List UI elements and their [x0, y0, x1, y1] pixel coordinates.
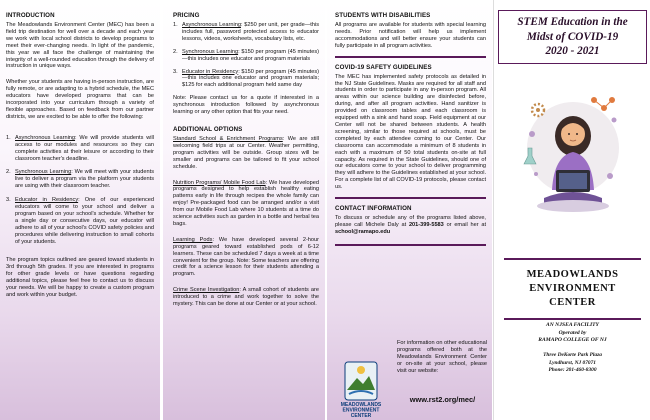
email-link[interactable]: school@ramapo.edu	[335, 228, 391, 235]
heading-pricing: PRICING	[173, 12, 200, 19]
disabilities-paragraph: All programs are available for students with special learning needs. Prior notification will help us implement accommodations and will better ensure your students can fully participate in all program activities.	[335, 22, 486, 49]
logo-line-2: ENVIRONMENT	[342, 407, 380, 414]
heading-covid-guidelines: COVID-19 SAFETY GUIDELINES	[335, 63, 432, 71]
heading-disabilities: STUDENTS WITH DISABILITIES	[335, 12, 431, 19]
learning-options-list	[6, 135, 154, 246]
heading-contact: CONTACT INFORMATION	[335, 205, 412, 213]
website-paragraph: For information on other educational programs offered both at the Meadowlands Environment Center or on-site at your school, please visit our website:	[397, 340, 487, 374]
cover-divider	[504, 318, 641, 320]
student-illustration	[516, 86, 630, 220]
logo-line-1: MEADOWLANDS	[340, 402, 382, 408]
option-paragraph: Learning Pods: We have developed several 2-hour programs geared toward established pods of 6-12 learners. These can be scheduled 7 days a week at a time convenient for the group. Note: Some teachers are offering credit for a science lesson for their students attending a program.	[173, 236, 319, 278]
pricing-list	[173, 22, 319, 89]
panel-cover	[493, 0, 650, 420]
section-divider	[335, 244, 486, 246]
operator-info: AN NJSEA FACILITY Operated by RAMAPO COLLEGE OF NJ	[538, 322, 607, 344]
address-block: Three DeKorte Park Plaza Lyndhurst, NJ 07071 Phone: 201-460-8300	[543, 352, 602, 374]
intro-paragraph-3: The program topics outlined are geared toward students in 3rd through 5th grades. If you are interested in programs for other grade levels or have questions regarding additional topics, please feel free to contact us to discuss your needs. We will be happy to create a custom program and work within your budget.	[6, 257, 154, 298]
org-name: MEADOWLANDS ENVIRONMENT CENTER	[526, 269, 619, 308]
pricing-note: Note: Please contact us for a quote if interested in a synchronous introduction followed by asynchronous learning or any other option that fits your need.	[173, 95, 319, 116]
intro-paragraph-1: The Meadowlands Environment Center (MEC) has been a field trip destination for well over a decade and each year we work with local school districts to develop programs to meet their ever-changing needs. In light of the pandemic, this year we all face the challenge of maintaining the integrity of a well-rounded education through the delivery of instruction in unique ways.	[6, 22, 154, 70]
option-paragraph: Nutrition Programs/ Mobile Food Lab: We have developed programs designed to help establish healthy eating patterns early in life through recipes the whole family can enjoy! Pre-packaged food can be arranged and/or a visit from our Mobile Food Lab where 10 students at a time do science activities such as garden in a bottle and herbal tea bags.	[173, 179, 319, 227]
mec-logo	[337, 360, 385, 418]
option-paragraph: Standard School & Enrichment Programs: We are still welcoming field trips at our Center. Weather permitting, program activities will be outside. Group sizes will be smaller and programs can be tailored to fit your school schedule.	[173, 135, 320, 170]
list-item: 2. Synchronous Learning: $150 per program (45 minutes)—this includes one educator and program materials	[173, 48, 319, 62]
list-item: 3. Educator in Residency: $150 per program (45 minutes)—this includes one educator and program materials; $125 for each additional program held same day	[173, 68, 319, 89]
intro-paragraph-2: Whether your students are having in-person instruction, are fully remote, or are adapting to a hybrid schedule, the MEC educators have developed programs that can be incorporated into your curriculum through a variety of flexible approaches. Based on feedback from our partner districts, we are excited to be able to offer the following:	[6, 79, 154, 120]
cover-title: STEM Education in the Midst of COVID-19	[517, 16, 628, 43]
panel-information	[327, 0, 492, 420]
option-paragraph: Crime Scene Investigation: A small cohort of students are introduced to a crime and work together to solve the mystery. This can be done at our Center or at your school.	[173, 287, 319, 308]
section-divider	[335, 197, 486, 199]
panel-introduction	[0, 0, 160, 420]
covid-paragraph: The MEC has implemented safety protocols as detailed in the NJ State Guidelines. Masks are required for all staff and students in order to participate in any in-person program. All areas within our science building are disinfected before, during, and after all program activities. Hand sanitizer is provided on classroom tables and each classroom is equipped with a sink and hand soap. Field equipment at our Center will not be shared between students. A health screening, similar to those required at schools, must be completed by each attendee coming to our Center. Our classrooms can accommodate a minimum of 8 students in each with a maximum of 50 total students on-site at full capacity. As required in the State Guidelines, should one of our educators come to your school to deliver programming they will adhere to the Guidelines established at your school. For a complete list of all COVID-19 protocols, please contact us.	[335, 73, 486, 191]
list-item: 1. Asynchronous Learning: $250 per unit, per grade—this includes full, password protected access to educator lessons, videos, worksheets, vocabulary lists, etc.	[173, 22, 319, 42]
cover-title-box	[498, 10, 647, 64]
section-divider	[335, 56, 486, 58]
cover-divider	[504, 258, 641, 260]
list-item: 2. Synchronous Learning: We will meet with your students live to deliver a program via the platform your students are using with their classroom teacher.	[6, 169, 154, 190]
panel-pricing	[163, 0, 325, 420]
list-item: 1. Asynchronous Learning: We will provide students will access to our modules and resources so they can complete activities at their leisure or according to their classroom teacher's deadline.	[6, 134, 154, 162]
cover-years: 2020 - 2021	[545, 45, 600, 57]
website-url[interactable]: www.rst2.org/mec/	[409, 395, 476, 404]
heading-additional-options: ADDITIONAL OPTIONS	[173, 125, 243, 133]
contact-paragraph: To discuss or schedule any of the programs listed above, please call Michele Daly at 201-399-5583 or email her at school@ramapo.edu	[335, 215, 487, 235]
list-item: 3. Educator in Residency: One of our experienced educators will come to your school and deliver a program based on your school's schedule. Whether for a single day or consecutive days, our educator will adhere to all of your school's COVID safety policies and procedures while delivering instruction to small cohorts of your students.	[6, 197, 154, 245]
phone-number[interactable]: 201-399-5583	[408, 221, 444, 228]
logo-line-3: CENTER	[350, 413, 372, 418]
gear-icon	[532, 104, 544, 116]
heading-introduction: INTRODUCTION	[6, 12, 55, 19]
